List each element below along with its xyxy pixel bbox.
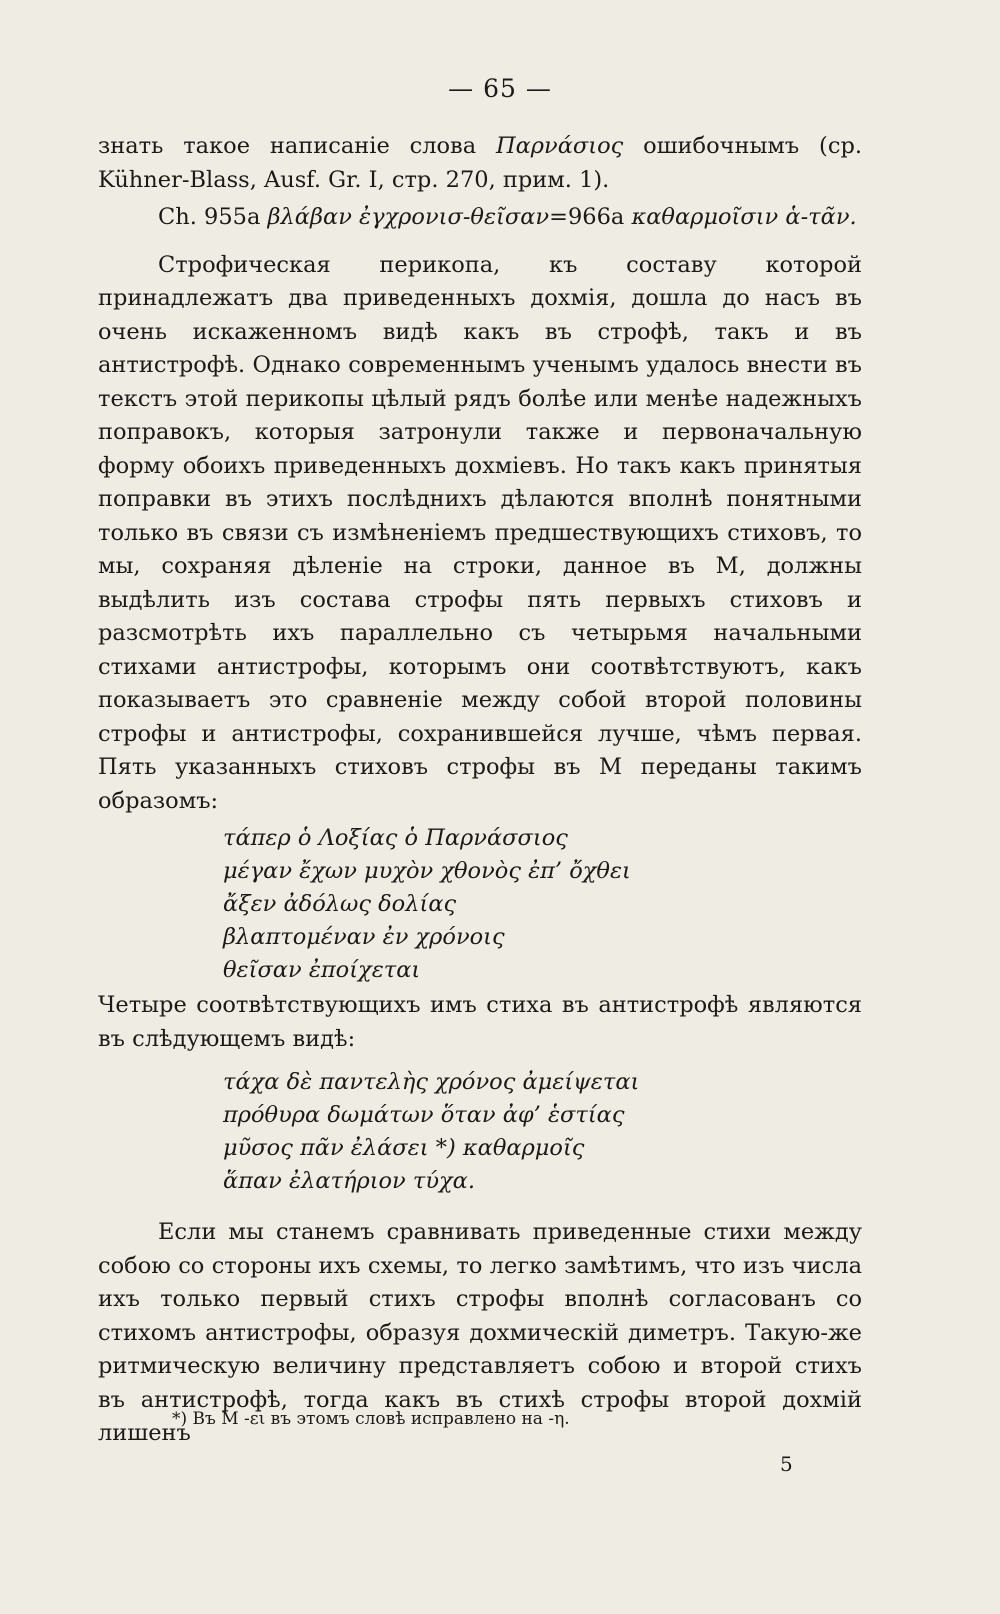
verse-line: τάπερ ὁ Λοξίας ὁ Παρνάσσιος xyxy=(223,825,568,851)
footnote: *) Въ М -ει въ этомъ словѣ исправлено на -η. xyxy=(172,1409,570,1429)
greek-word: Παρνάσιος xyxy=(495,133,624,159)
verse-line: μῦσος πᾶν ἐλάσει *) καθαρμοῖς xyxy=(223,1135,585,1161)
ref-equals: =966a xyxy=(549,204,632,230)
page-body xyxy=(98,130,862,1451)
paragraph-3: Четыре соотвѣтствующихъ имъ стиха въ антистрофѣ являются въ слѣдующемъ видѣ: xyxy=(98,992,862,1052)
verse-line: ἄξεν ἀδόλως δολίας xyxy=(223,891,457,917)
greek-dochmius-1: βλάβαν ἐγχρονισ-θεῖσαν xyxy=(267,204,550,230)
ref-prefix: Ch. 955a xyxy=(158,204,268,230)
verse-line: βλαπτομέναν ἐν χρόνοις xyxy=(223,924,505,950)
paragraph-4: Если мы станемъ сравнивать приведенные стихи между собою со стороны ихъ схемы, то легко замѣтимъ, что изъ числа ихъ только первый стихъ строфы вполнѣ согласованъ со стихомъ антистрофы, образуя дохмическій диметръ. Такую-же ритмическую величину представляетъ собою и второй стихъ въ антистрофѣ, тогда какъ въ стихѣ строфы второй дохмій лишенъ xyxy=(98,1219,862,1446)
verse-line: ἅπαν ἐλατήριον τύχα. xyxy=(223,1168,475,1194)
reference-line xyxy=(98,201,862,235)
verse-line: πρόθυρα δωμάτων ὅταν ἀφ’ ἑστίας xyxy=(223,1102,625,1128)
text-run: ошибочнымъ (ср. Kühner-Blass, Ausf. Gr. I, стр. 270, прим. 1). xyxy=(98,133,862,193)
verse-strophe xyxy=(98,822,862,987)
signature-mark: 5 xyxy=(780,1452,793,1476)
verse-antistrophe xyxy=(98,1066,862,1198)
verse-line: μέγαν ἔχων μυχὸν χθονὸς ἐπ’ ὄχθει xyxy=(223,858,631,884)
verse-line: τάχα δὲ παντελὴς χρόνος ἀμείψεται xyxy=(223,1069,640,1095)
paragraph-1 xyxy=(98,130,862,197)
paragraph-2: Строфическая перикопа, къ составу которой принадлежатъ два приведенныхъ дохмія, дошла до насъ въ очень искаженномъ видѣ какъ въ строфѣ, такъ и въ антистрофѣ. Однако современнымъ ученымъ удалось внести въ текстъ этой перикопы цѣлый рядъ болѣе или менѣе надежныхъ поправокъ, которыя затронули также и первоначальную форму обоихъ приведенныхъ дохміевъ. Но такъ какъ принятыя поправки въ этихъ послѣднихъ дѣлаются вполнѣ понятными только въ связи съ измѣненіемъ предшествующихъ стиховъ, то мы, сохраняя дѣленіе на строки, данное въ М, должны выдѣлить изъ состава строфы пять первыхъ стиховъ и разсмотрѣть ихъ параллельно съ четырьмя начальными стихами антистрофы, которымъ они соотвѣтствуютъ, какъ показываетъ это сравненіе между собой второй половины строфы и антистрофы, сохранившейся лучше, чѣмъ первая. Пять указанныхъ стиховъ строфы въ М переданы такимъ образомъ: xyxy=(98,251,862,814)
greek-dochmius-2: καθαρμοῖσιν ἁ-τᾶν. xyxy=(631,204,857,230)
text-run: знать такое написаніе слова xyxy=(98,133,496,159)
verse-line: θεῖσαν ἐποίχεται xyxy=(223,957,421,983)
page-number: — 65 — xyxy=(448,74,552,103)
